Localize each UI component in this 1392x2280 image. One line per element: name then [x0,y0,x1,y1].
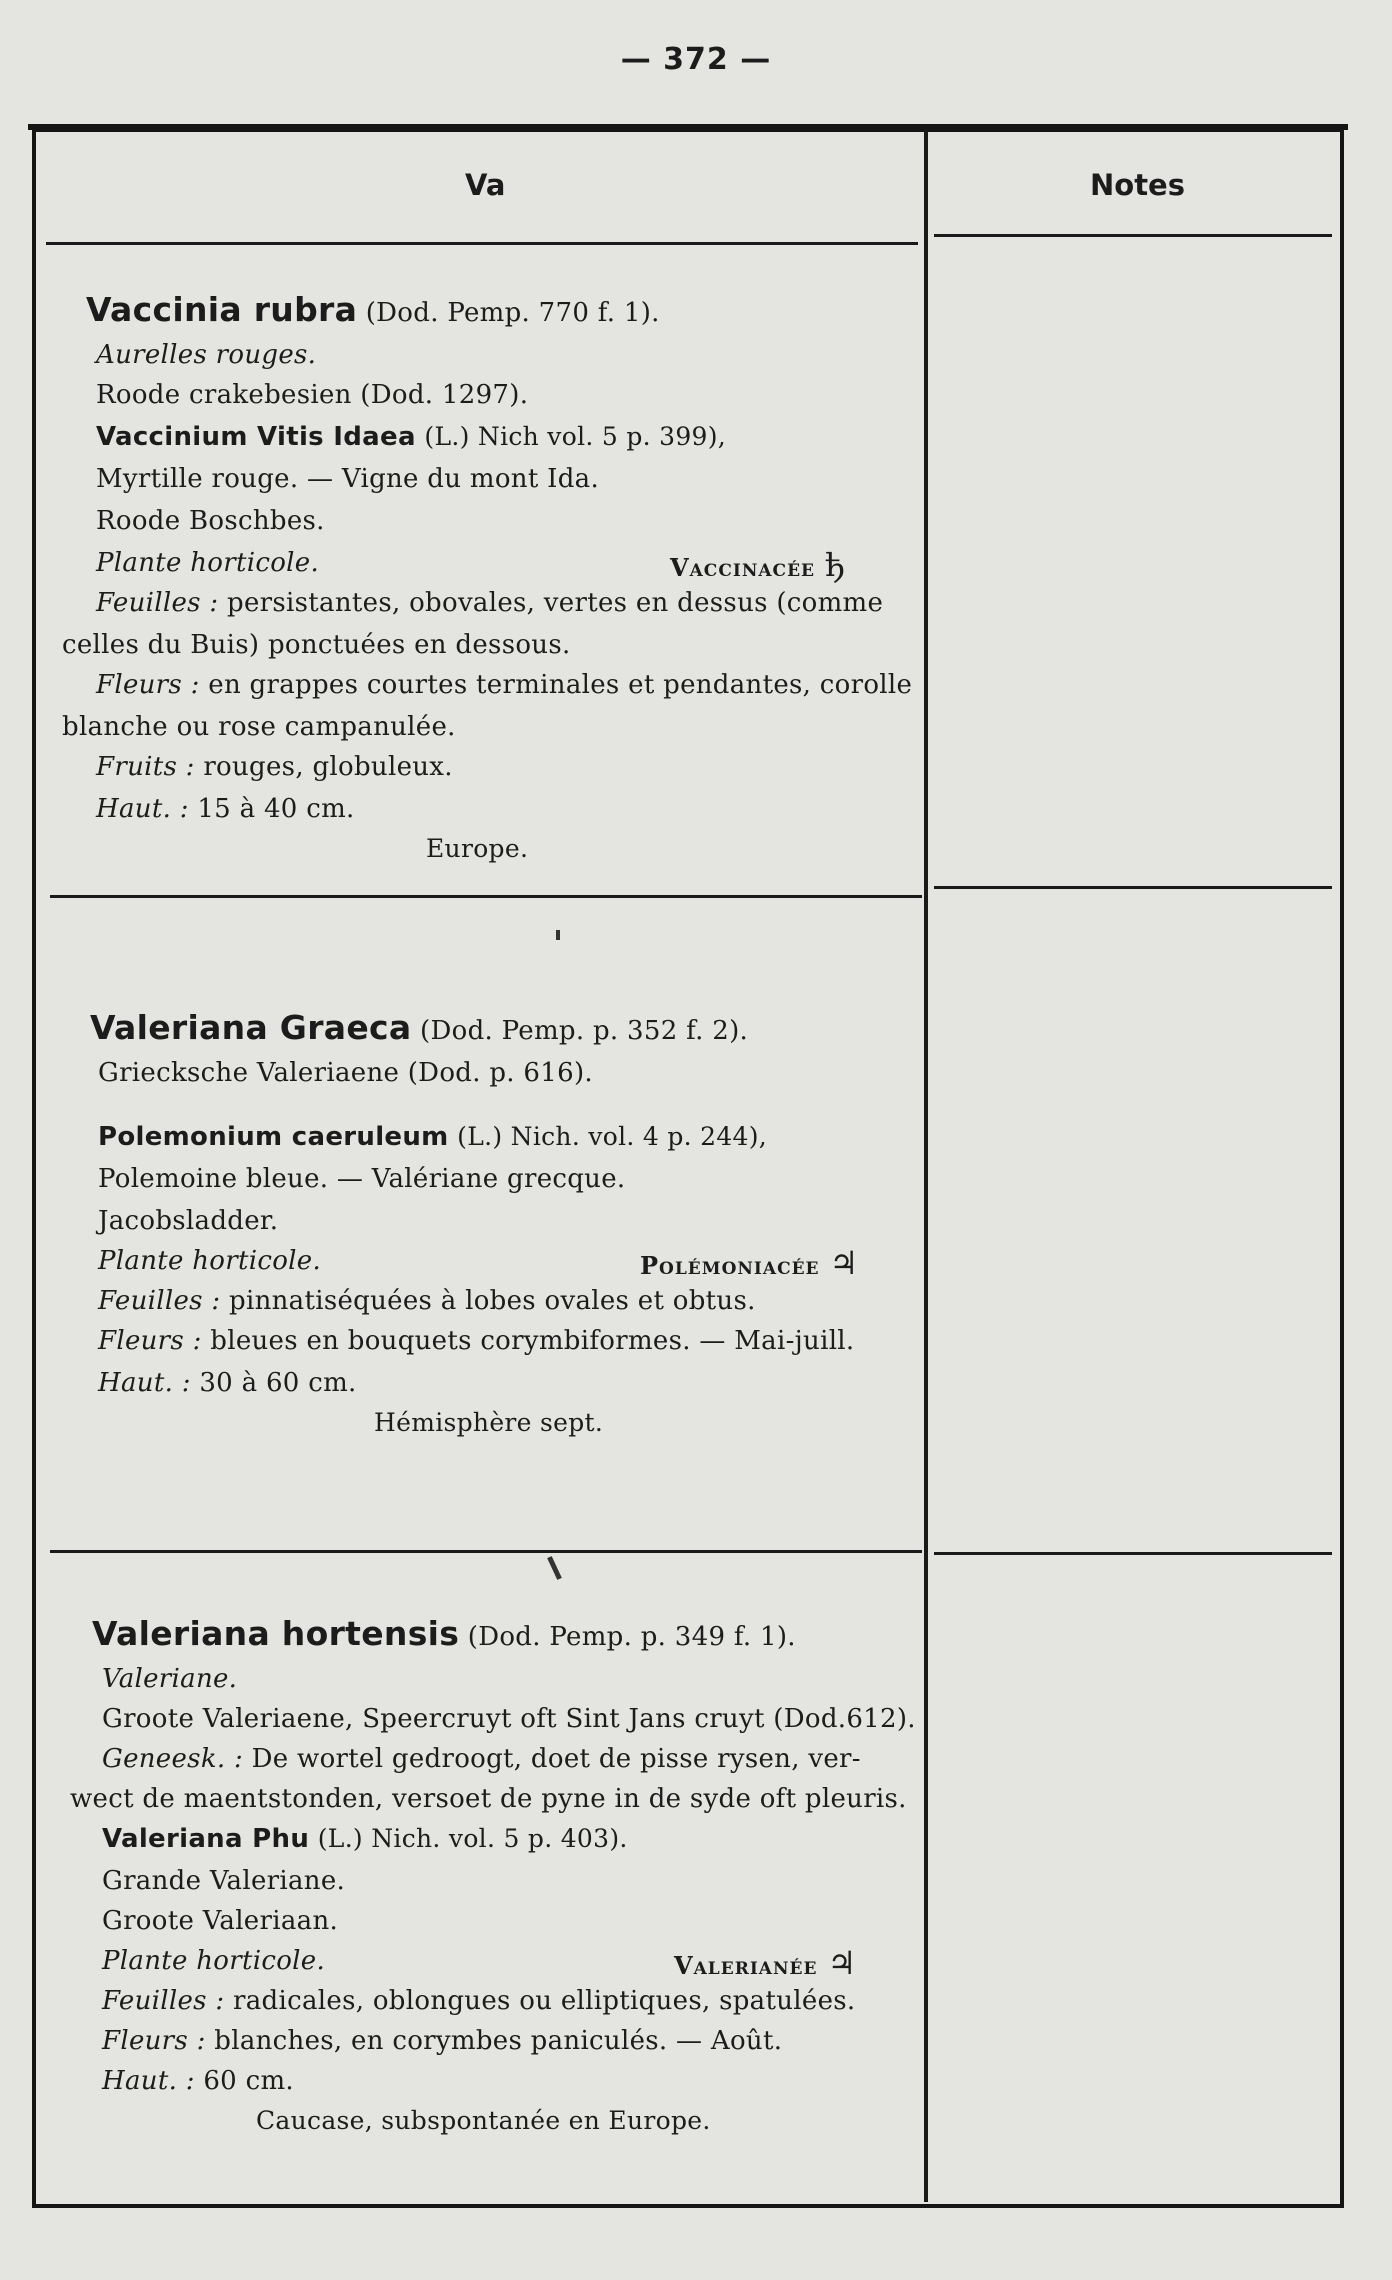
entry-rule-1-right [934,886,1332,889]
common-name-fr: Aurelles rouges. [96,340,317,370]
common-name-nl: Roode crakebesien (Dod. 1297). [96,380,529,410]
common-name-fr: Grande Valeriane. [102,1866,346,1896]
family-name: Polémoniacée [640,1251,820,1280]
medicinal-note: Geneesk. : De wortel gedroogt, doet de pisse rysen, ver- [102,1744,861,1774]
synonym-reference: (L.) Nich. vol. 5 p. 403). [317,1824,628,1853]
species-reference: (Dod. Pemp. 770 f. 1). [365,298,660,328]
height-description: Haut. : 60 cm. [102,2066,294,2096]
synonym-reference: (L.) Nich vol. 5 p. 399), [424,422,727,451]
plant-label: Plante horticole. [98,1246,322,1276]
common-name-nl: Groote Valeriaene, Speercruyt oft Sint Jans cruyt (Dod.612). [102,1704,916,1734]
flowers-description: Fleurs : blanches, en corymbes paniculés. — Août. [102,2026,783,2056]
region: Caucase, subspontanée en Europe. [256,2106,711,2135]
flowers-description: Fleurs : bleues en bouquets corymbiformes. — Mai-juill. [98,1326,855,1356]
common-name-fr: Myrtille rouge. — Vigne du mont Ida. [96,464,600,494]
synonym [98,1122,767,1152]
synonym-name: Polemonium caeruleum [98,1122,449,1152]
plant-label: Plante horticole. [102,1946,326,1976]
entry-rule-2-right [934,1552,1332,1555]
perennial-symbol-icon: ♃ [829,1244,859,1282]
species-name: Vaccinia rubra [86,290,358,329]
synonym-name: Vaccinium Vitis Idaea [96,422,416,452]
species-name: Valeriana Graeca [90,1008,412,1047]
entry-rule-1-left [50,895,922,898]
plant-label: Plante horticole. [96,548,320,578]
synonym-name: Valeriana Phu [102,1824,310,1854]
column-separator [924,130,928,2202]
entry-title [86,290,660,329]
species-name: Valeriana hortensis [92,1614,460,1653]
fruits-description: Fruits : rouges, globuleux. [96,752,453,782]
flowers-description: Fleurs : en grappes courtes terminales et pendantes, corolle [96,670,913,700]
shrub-symbol-icon: ђ [825,546,846,584]
page-number: — 372 — [620,42,772,77]
synonym [96,422,726,452]
species-reference: (Dod. Pemp. p. 352 f. 2). [420,1016,749,1046]
common-name-nl: Groote Valeriaan. [102,1906,339,1936]
entry-title [90,1008,748,1047]
family-label [674,1944,856,1982]
leaves-description: Feuilles : pinnatiséquées à lobes ovales et obtus. [98,1286,756,1316]
leaves-description: Feuilles : radicales, oblongues ou elliptiques, spatulées. [102,1986,856,2016]
leaves-description: Feuilles : persistantes, obovales, vertes en dessus (comme [96,588,884,618]
column-header-notes: Notes [1090,168,1185,202]
common-name-fr: Valeriane. [102,1664,238,1694]
family-label [640,1244,859,1282]
entry-rule-2-left [50,1550,922,1553]
height-description: Haut. : 30 à 60 cm. [98,1368,357,1398]
header-rule-right [934,234,1332,237]
header-rule-left [46,242,918,245]
leaves-description-cont: celles du Buis) ponctuées en dessous. [62,630,571,660]
perennial-symbol-icon: ♃ [827,1944,857,1982]
medicinal-note-cont: wect de maentstonden, versoet de pyne in de syde oft pleuris. [70,1784,907,1814]
common-name-fr: Polemoine bleue. — Valériane grecque. [98,1164,626,1194]
entry-title [92,1614,796,1653]
synonym [102,1824,628,1854]
common-name-nl: Roode Boschbes. [96,506,325,536]
family-label [670,546,845,584]
family-name: Valerianée [674,1951,818,1980]
region: Hémisphère sept. [374,1408,604,1437]
height-description: Haut. : 15 à 40 cm. [96,794,355,824]
family-name: Vaccinacée [670,553,815,582]
flowers-description-cont: blanche ou rose campanulée. [62,712,456,742]
region: Europe. [426,834,529,863]
ink-speck [556,930,560,940]
column-header-va: Va [465,168,506,202]
common-name-nl: Griecksche Valeriaene (Dod. p. 616). [98,1058,593,1088]
synonym-reference: (L.) Nich. vol. 4 p. 244), [457,1122,768,1151]
common-name-nl: Jacobsladder. [98,1206,279,1236]
species-reference: (Dod. Pemp. p. 349 f. 1). [467,1622,796,1652]
